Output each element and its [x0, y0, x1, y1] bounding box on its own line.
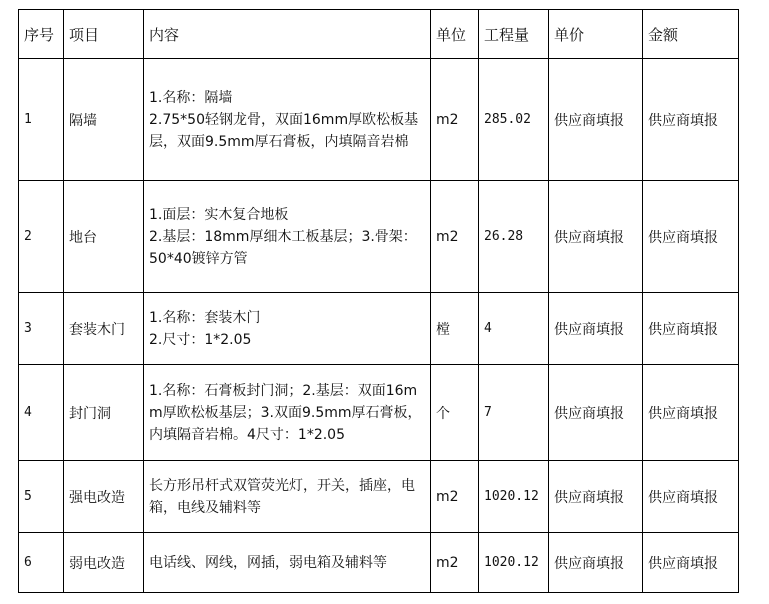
cell-no: 6 — [19, 533, 64, 593]
cell-amount: 供应商填报 — [643, 59, 739, 181]
header-row — [19, 10, 739, 59]
cell-item: 封门洞 — [64, 365, 144, 461]
header-item: 项目 — [64, 10, 144, 59]
cell-item: 地台 — [64, 181, 144, 293]
quotation-table — [18, 9, 739, 593]
cell-qty: 285.02 — [479, 59, 549, 181]
cell-no: 5 — [19, 461, 64, 533]
cell-content — [144, 181, 431, 293]
content-line: 1.面层：实木复合地板 — [149, 206, 289, 223]
cell-unit: m2 — [431, 59, 479, 181]
content-line: 1.名称：石膏板封门洞；2.基层：双面16mm厚欧松板基层；3.双面9.5mm厚石膏板，内填隔音岩棉。4尺寸：1*2.05 — [149, 382, 422, 443]
cell-price: 供应商填报 — [549, 461, 643, 533]
cell-item: 强电改造 — [64, 461, 144, 533]
cell-unit: m2 — [431, 461, 479, 533]
table-row — [19, 293, 739, 365]
cell-price: 供应商填报 — [549, 59, 643, 181]
cell-unit: m2 — [431, 181, 479, 293]
header-no: 序号 — [19, 10, 64, 59]
cell-content — [144, 365, 431, 461]
cell-no: 2 — [19, 181, 64, 293]
cell-content — [144, 59, 431, 181]
table-row — [19, 59, 739, 181]
cell-item: 弱电改造 — [64, 533, 144, 593]
cell-price: 供应商填报 — [549, 293, 643, 365]
cell-content — [144, 293, 431, 365]
header-price: 单价 — [549, 10, 643, 59]
header-qty: 工程量 — [479, 10, 549, 59]
cell-qty: 7 — [479, 365, 549, 461]
cell-no: 3 — [19, 293, 64, 365]
cell-qty: 4 — [479, 293, 549, 365]
table-row — [19, 533, 739, 593]
content-line: 2.75*50轻钢龙骨，双面16mm厚欧松板基层，双面9.5mm厚石膏板，内填隔音岩棉 — [149, 111, 419, 150]
cell-no: 4 — [19, 365, 64, 461]
cell-no: 1 — [19, 59, 64, 181]
table-row — [19, 461, 739, 533]
header-amount: 金额 — [643, 10, 739, 59]
content-line: 电话线、网线，网插，弱电箱及辅料等 — [149, 554, 387, 571]
cell-item: 隔墙 — [64, 59, 144, 181]
cell-qty: 26.28 — [479, 181, 549, 293]
cell-price: 供应商填报 — [549, 533, 643, 593]
content-line: 长方形吊杆式双管荧光灯，开关，插座，电箱，电线及辅料等 — [149, 477, 415, 516]
cell-amount: 供应商填报 — [643, 533, 739, 593]
table-row — [19, 365, 739, 461]
cell-unit: 樘 — [431, 293, 479, 365]
content-line: 2.基层：18mm厚细木工板基层；3.骨架：50*40镀锌方管 — [149, 228, 417, 267]
cell-unit: 个 — [431, 365, 479, 461]
content-line: 1.名称：套装木门 — [149, 309, 261, 326]
cell-content — [144, 461, 431, 533]
header-content: 内容 — [144, 10, 431, 59]
cell-qty: 1020.12 — [479, 533, 549, 593]
cell-content — [144, 533, 431, 593]
table-row — [19, 181, 739, 293]
cell-qty: 1020.12 — [479, 461, 549, 533]
content-line: 1.名称：隔墙 — [149, 89, 233, 106]
cell-unit: m2 — [431, 533, 479, 593]
cell-amount: 供应商填报 — [643, 365, 739, 461]
content-line: 2.尺寸：1*2.05 — [149, 331, 252, 348]
header-unit: 单位 — [431, 10, 479, 59]
cell-amount: 供应商填报 — [643, 461, 739, 533]
cell-price: 供应商填报 — [549, 181, 643, 293]
cell-amount: 供应商填报 — [643, 181, 739, 293]
cell-item: 套装木门 — [64, 293, 144, 365]
cell-price: 供应商填报 — [549, 365, 643, 461]
cell-amount: 供应商填报 — [643, 293, 739, 365]
